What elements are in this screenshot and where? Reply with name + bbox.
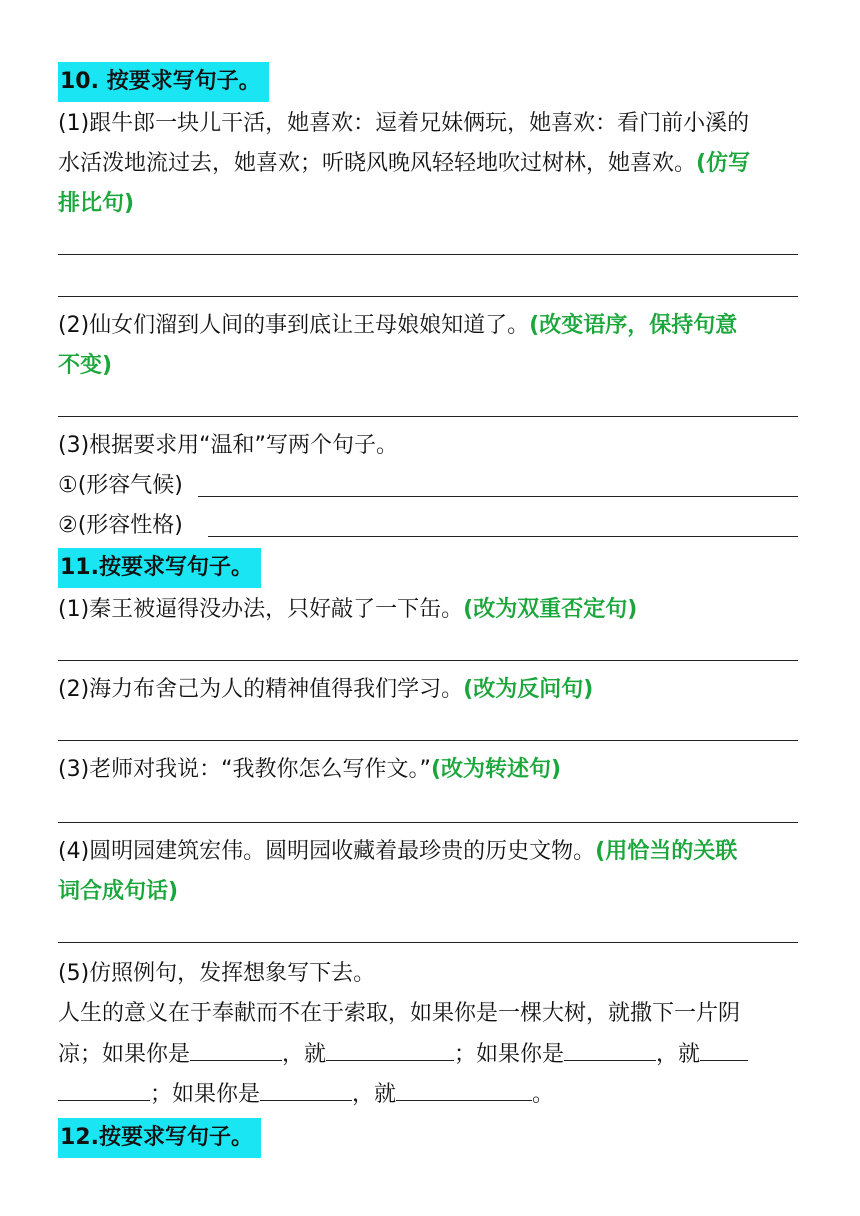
q11-p4-hint-cont: 词合成句话) [58, 879, 179, 904]
answer-line[interactable] [198, 496, 798, 497]
q11-p1-hint: (改为双重否定句) [463, 597, 638, 622]
fill-blank[interactable] [396, 1074, 532, 1101]
fill-blank[interactable] [58, 1074, 150, 1101]
q11-p5-line2: 人生的意义在于奉献而不在于索取，如果你是一棵大树，就撒下一片阴 [58, 1001, 741, 1026]
fill-blank[interactable] [326, 1034, 454, 1061]
q11-p4-text: (4)圆明园建筑宏伟。圆明园收藏着最珍贵的历史文物。 [58, 839, 596, 864]
answer-line[interactable] [58, 942, 798, 943]
q11-p4-hint: (用恰当的关联 [595, 839, 738, 864]
q11-p2-text: (2)海力布舍己为人的精神值得我们学习。 [58, 677, 464, 702]
fill-blank[interactable] [260, 1074, 352, 1101]
q10-p3-line1: (3)根据要求用“温和”写两个句子。 [58, 433, 398, 458]
q11-p5-line4 [58, 1074, 798, 1115]
q11-heading: 11.按要求写句子。 [58, 548, 261, 588]
fill-blank[interactable] [190, 1034, 282, 1061]
q11-p1 [58, 590, 798, 630]
q10-p2-text: (2)仙女们溜到人间的事到底让王母娘娘知道了。 [58, 313, 530, 338]
q11-p2-hint: (改为反问句) [463, 677, 594, 702]
q11-p2 [58, 670, 798, 710]
q11-p3-hint: (改为转述句) [430, 757, 562, 782]
answer-line[interactable] [58, 296, 798, 297]
q10-p1-line1: (1)跟牛郎一块儿干活，她喜欢：逗着兄妹俩玩，她喜欢：看门前小溪的 [58, 111, 750, 136]
answer-line[interactable] [58, 254, 798, 255]
q11-p5-text: ，就 [282, 1042, 327, 1067]
q10-p3-item2-label: ②(形容性格) [58, 513, 183, 538]
q10-p1-line2 [58, 144, 798, 184]
q10-p2-hint-cont: 不变) [58, 353, 113, 378]
q11-p5-line1: (5)仿照例句，发挥想象写下去。 [58, 961, 376, 986]
answer-line[interactable] [58, 740, 798, 741]
q10-p1-hint-cont: 排比句) [58, 191, 135, 216]
q11-p5-text: ；如果你是 [150, 1082, 261, 1107]
q10-p1-hint: (仿写 [696, 151, 751, 176]
answer-line[interactable] [58, 416, 798, 417]
q12-heading: 12.按要求写句子。 [58, 1118, 261, 1158]
q11-p5-text: ；如果你是 [454, 1042, 565, 1067]
q11-p4 [58, 832, 798, 872]
q11-p5-text: 凉；如果你是 [58, 1042, 191, 1067]
answer-line[interactable] [58, 660, 798, 661]
q10-p3-item2 [58, 506, 798, 546]
q10-p2-line1 [58, 306, 798, 346]
q11-p1-text: (1)秦王被逼得没办法，只好敲了一下缶。 [58, 597, 464, 622]
fill-blank[interactable] [700, 1034, 748, 1061]
q10-p3-item1 [58, 466, 798, 506]
q11-p5-text: 。 [532, 1082, 555, 1107]
answer-line[interactable] [58, 822, 798, 823]
q10-p1-text: 水活泼地流过去，她喜欢；听晓风晚风轻轻地吹过树林，她喜欢。 [58, 151, 697, 176]
q11-p3 [58, 750, 798, 790]
fill-blank[interactable] [564, 1034, 656, 1061]
q10-heading: 10. 按要求写句子。 [58, 62, 269, 102]
q11-p5-line3 [58, 1034, 798, 1075]
answer-line[interactable] [208, 536, 798, 537]
q10-p2-hint: (改变语序，保持句意 [529, 313, 738, 338]
q11-p5-text: ，就 [656, 1042, 701, 1067]
q11-p3-text: (3)老师对我说：“我教你怎么写作文。” [58, 757, 431, 782]
q11-p5-text: ，就 [352, 1082, 397, 1107]
q10-p3-item1-label: ①(形容气候) [58, 473, 183, 498]
